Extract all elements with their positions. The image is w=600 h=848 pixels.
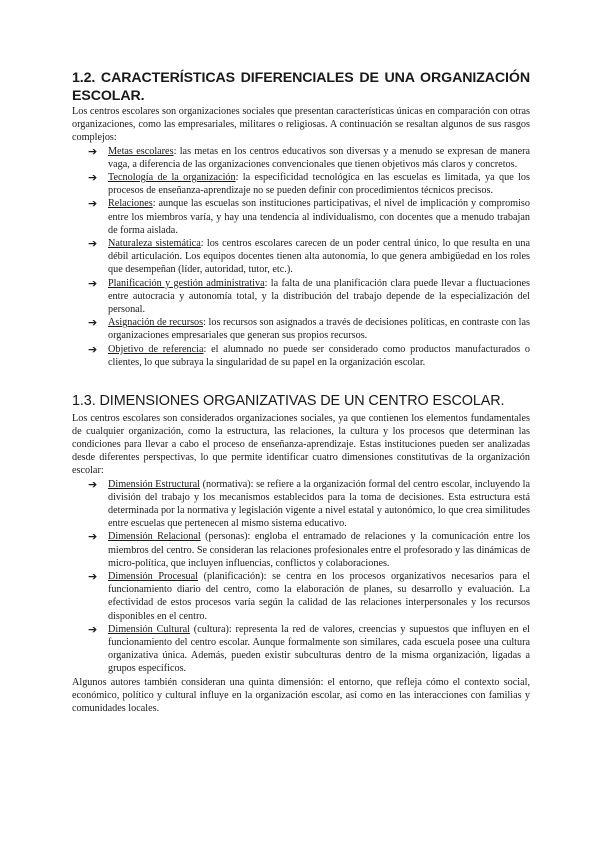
arrow-right-icon: ➔ [88, 570, 98, 583]
list-item [88, 237, 530, 277]
list-item [88, 530, 530, 570]
list-item-text: : la especificidad tecnológica en las escuelas es limitada, ya que los procesos de enseñanza-aprendizaje no se pueden definir con procedimientos técnicos precisos. [108, 172, 530, 197]
list-item [88, 144, 531, 171]
list-item [88, 622, 530, 676]
characteristics-list [72, 145, 530, 369]
list-item-text: : el alumnado no puede ser considerado como productos manufacturados o clientes, lo que subraya la singularidad de su papel en la organización escolar. [108, 343, 530, 368]
list-item-term: Dimensión Relacional [108, 531, 201, 543]
section-intro: Los centros escolares son organizaciones sociales que presentan características únicas en comparación con otras organizaciones, como las empresariales, militares o religiosas. A continuación se resaltan algunos de sus rasgos complejos: [72, 106, 530, 144]
list-item [88, 477, 531, 531]
list-item-text: (normativa): se refiere a la organización formal del centro escolar, incluyendo la división del trabajo y los mecanismos establecidos para la toma de decisiones. Esta estructura está determinada por la normativa y legislación vigente a nivel estatal y autonómico, lo que crea similitudes entre escuelas que pertenecen al mismo sistema educativo. [108, 478, 531, 530]
list-item-text: (personas): engloba el entramado de relaciones y la comunicación entre los miembros del centro. Se consideran las relaciones profesionales entre el profesorado y las dinámicas de micro-política, que incluyen influencias, conflictos y colaboraciones. [108, 531, 530, 569]
list-item-text: : la falta de una planificación clara puede llevar a fluctuaciones entre autocracia y autonomía total, y la distribución del trabajo depende de la especialización del personal. [108, 277, 530, 316]
list-item-text: : los recursos son asignados a través de decisiones políticas, en contraste con las organizaciones empresariales que generan sus propios recursos. [108, 317, 530, 342]
arrow-right-icon: ➔ [88, 316, 98, 330]
list-item-term: Planificación y gestión administrativa [108, 277, 265, 289]
list-item [88, 570, 530, 623]
list-item-text: : las metas en los centros educativos son diversas y a menudo se expresan de manera vaga, a diferencia de las organizaciones convencionales que tienen objetivos más claros y concretos. [108, 145, 531, 170]
closing-paragraph: Algunos autores también consideran una quinta dimensión: el entorno, que refleja cómo el contexto social, económico, político y cultural influye en la organización escolar, así como en las interacciones con familias y comunidades locales. [72, 676, 530, 715]
list-item-term: Metas escolares [108, 145, 174, 157]
dimensions-list [72, 478, 530, 676]
arrow-right-icon: ➔ [88, 171, 98, 185]
list-item-term: Tecnología de la organización [108, 172, 236, 184]
arrow-right-icon: ➔ [88, 342, 98, 356]
list-item-term: Relaciones [108, 198, 153, 210]
list-item-term: Objetivo de referencia [108, 343, 204, 355]
list-item-term: Naturaleza sistemática [108, 238, 201, 250]
list-item-term: Asignación de recursos [108, 317, 204, 329]
list-item-text: (cultura): representa la red de valores, creencias y supuestos que influyen en el funcionamiento del centro escolar. Aunque formalmente son similares, cada escuela posee una cultura organizativa única. Además, pueden existir subculturas dentro de la misma organización, ligadas a grupos específicos. [108, 623, 530, 675]
list-item-text: (planificación): se centra en los procesos organizativos necesarios para el funcionamiento diario del centro, como la elaboración de planes, su desarrollo y evaluación. La efectividad de estos procesos varía según la calidad de las relaciones interpersonales y los recursos disponibles en el centro. [108, 571, 530, 622]
section-heading-dimensiones: 1.3. DIMENSIONES ORGANIZATIVAS DE UN CENTRO ESCOLAR. [72, 393, 505, 410]
arrow-right-icon: ➔ [88, 144, 98, 158]
arrow-right-icon: ➔ [88, 622, 98, 636]
list-item [88, 197, 530, 237]
list-item [88, 316, 530, 342]
arrow-right-icon: ➔ [88, 276, 98, 290]
arrow-right-icon: ➔ [88, 477, 98, 491]
list-item-term: Dimensión Cultural [108, 623, 190, 635]
arrow-right-icon: ➔ [88, 237, 98, 251]
list-item [88, 342, 530, 369]
arrow-right-icon: ➔ [88, 197, 98, 211]
list-item-term: Dimensión Estructural [108, 478, 200, 490]
document-page [72, 70, 530, 715]
list-item-term: Dimensión Procesual [108, 571, 198, 582]
section-heading-caracteristicas: 1.2. CARACTERÍSTICAS DIFERENCIALES DE UNA ORGANIZACIÓN ESCOLAR. [72, 70, 530, 104]
list-item [88, 276, 530, 317]
list-item [88, 171, 530, 197]
list-item-text: : los centros escolares carecen de un poder central único, lo que resulta en una débil articulación. Los equipos docentes tienen alta autonomía, lo que genera ambigüedad en los roles que desempeñan (líder, autoridad, tutor, etc.). [108, 238, 530, 276]
list-item-text: : aunque las escuelas son instituciones participativas, el nivel de implicación y compromiso entre los miembros varía, y hay una tendencia al individualismo, con docentes que a menudo trabajan de forma aislada. [108, 198, 530, 236]
arrow-right-icon: ➔ [88, 530, 98, 544]
section-intro: Los centros escolares son considerados organizaciones sociales, ya que contienen los elementos fundamentales de cualquier organización, como la estructura, las relaciones, la cultura y los procesos que determinan las condiciones para llevar a cabo el proceso de enseñanza-aprendizaje. Estas instituciones pueden ser analizadas desde diferentes perspectivas, lo que permite identificar cuatro dimensiones constitutivas de la organización escolar: [72, 412, 530, 477]
